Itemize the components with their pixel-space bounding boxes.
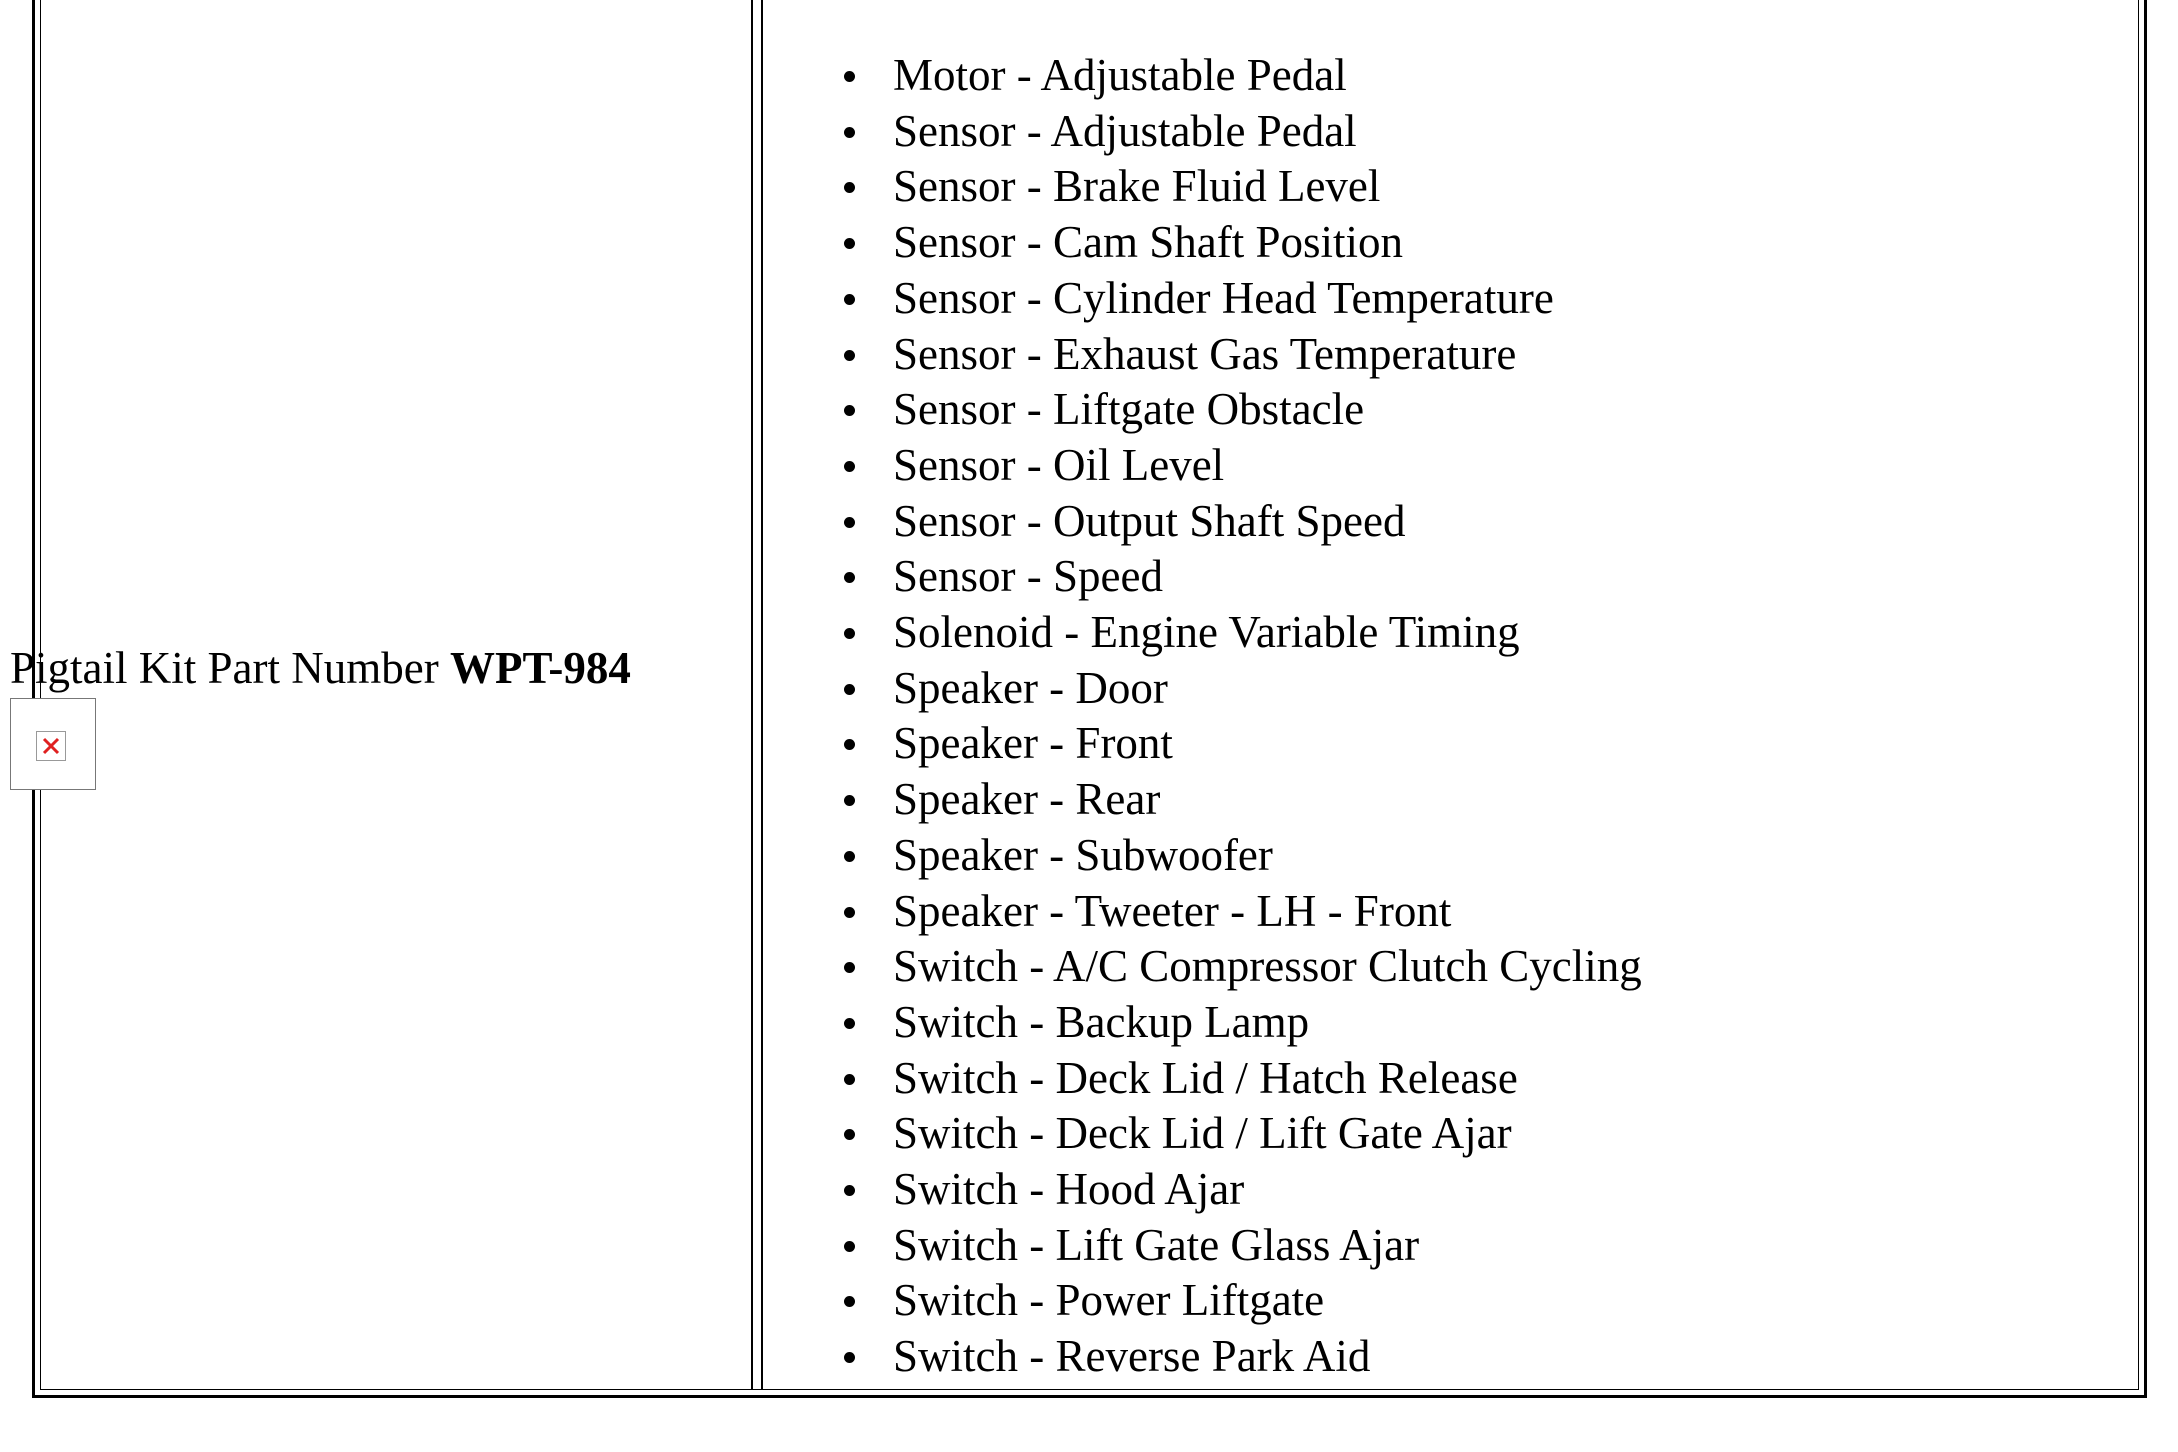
bullet-icon: [844, 350, 855, 361]
list-item: [836, 549, 1642, 605]
list-item: [836, 716, 1642, 772]
list-item: [836, 438, 1642, 494]
list-item: [836, 1329, 1642, 1385]
list-item-label: Sensor - Speed: [893, 551, 1163, 602]
list-item-label: Speaker - Subwoofer: [893, 829, 1273, 880]
broken-image-frame: [36, 731, 66, 761]
list-item: [836, 772, 1642, 828]
bullet-icon: [844, 1241, 855, 1252]
bullet-icon: [844, 962, 855, 973]
bullet-icon: [844, 1185, 855, 1196]
list-item: [836, 1218, 1642, 1274]
bullet-icon: [844, 1074, 855, 1085]
list-item: [836, 215, 1642, 271]
list-item: [836, 494, 1642, 550]
list-item-label: Switch - Reverse Park Aid: [893, 1331, 1371, 1382]
bullet-icon: [844, 461, 855, 472]
list-item-label: Sensor - Brake Fluid Level: [893, 161, 1381, 212]
list-item-label: Sensor - Output Shaft Speed: [893, 495, 1406, 546]
list-item-label: Speaker - Front: [893, 718, 1173, 769]
list-item-label: Switch - A/C Compressor Clutch Cycling: [893, 941, 1642, 992]
bullet-icon: [844, 1129, 855, 1140]
kit-label-prefix: Pigtail Kit Part Number: [10, 643, 450, 693]
bullet-icon: [844, 182, 855, 193]
bullet-icon: [844, 1296, 855, 1307]
list-item: [836, 327, 1642, 383]
list-item: [836, 939, 1642, 995]
bullet-icon: [844, 795, 855, 806]
list-item-label: Motor - Adjustable Pedal: [893, 50, 1347, 100]
list-item-label: Switch - Hood Ajar: [893, 1164, 1245, 1215]
kit-part-number: WPT-984: [449, 643, 631, 693]
bullet-icon: [844, 907, 855, 918]
kit-label: [10, 642, 631, 694]
list-item-label: Switch - Backup Lamp: [893, 996, 1310, 1047]
list-item: [836, 884, 1642, 940]
list-item-label: Speaker - Door: [893, 662, 1168, 713]
list-item-label: Sensor - Cam Shaft Position: [893, 217, 1404, 268]
list-item: [836, 382, 1642, 438]
bullet-icon: [844, 1352, 855, 1363]
list-item-label: Switch - Power Liftgate: [893, 1275, 1325, 1326]
list-item-label: Sensor - Exhaust Gas Temperature: [893, 328, 1517, 379]
bullet-icon: [844, 572, 855, 583]
red-x-icon: [41, 736, 61, 756]
list-item-label: Speaker - Tweeter - LH - Front: [893, 885, 1452, 936]
list-item: [836, 1106, 1642, 1162]
list-item: [836, 1051, 1642, 1107]
broken-image-icon: [10, 698, 96, 790]
bullet-icon: [844, 127, 855, 138]
list-item-label: Speaker - Rear: [893, 774, 1161, 825]
bullet-icon: [844, 628, 855, 639]
list-item: [836, 605, 1642, 661]
list-item-label: Sensor - Liftgate Obstacle: [893, 384, 1365, 435]
bullet-icon: [844, 1018, 855, 1029]
list-item-label: Sensor - Oil Level: [893, 439, 1225, 490]
list-item-label: Switch - Deck Lid / Hatch Release: [893, 1052, 1518, 1103]
list-item-label: Switch - Lift Gate Glass Ajar: [893, 1219, 1420, 1270]
list-item-label: Sensor - Adjustable Pedal: [893, 105, 1357, 156]
bullet-icon: [844, 517, 855, 528]
parts-list: [836, 48, 1642, 1385]
bullet-icon: [844, 294, 855, 305]
bullet-icon: [844, 71, 855, 82]
list-item: [836, 1162, 1642, 1218]
list-item: [836, 104, 1642, 160]
list-item: [836, 271, 1642, 327]
list-item: [836, 159, 1642, 215]
list-item: [836, 661, 1642, 717]
kit-cell: [41, 0, 753, 1389]
list-item: [836, 828, 1642, 884]
bullet-icon: [844, 238, 855, 249]
list-item-label: Switch - Deck Lid / Lift Gate Ajar: [893, 1108, 1512, 1159]
list-item: [836, 48, 1642, 104]
list-item: [836, 995, 1642, 1051]
bullet-icon: [844, 684, 855, 695]
list-item-label: Sensor - Cylinder Head Temperature: [893, 272, 1554, 323]
list-item-label: Solenoid - Engine Variable Timing: [893, 607, 1520, 658]
bullet-icon: [844, 851, 855, 862]
bullet-icon: [844, 405, 855, 416]
bullet-icon: [844, 739, 855, 750]
list-item: [836, 1273, 1642, 1329]
